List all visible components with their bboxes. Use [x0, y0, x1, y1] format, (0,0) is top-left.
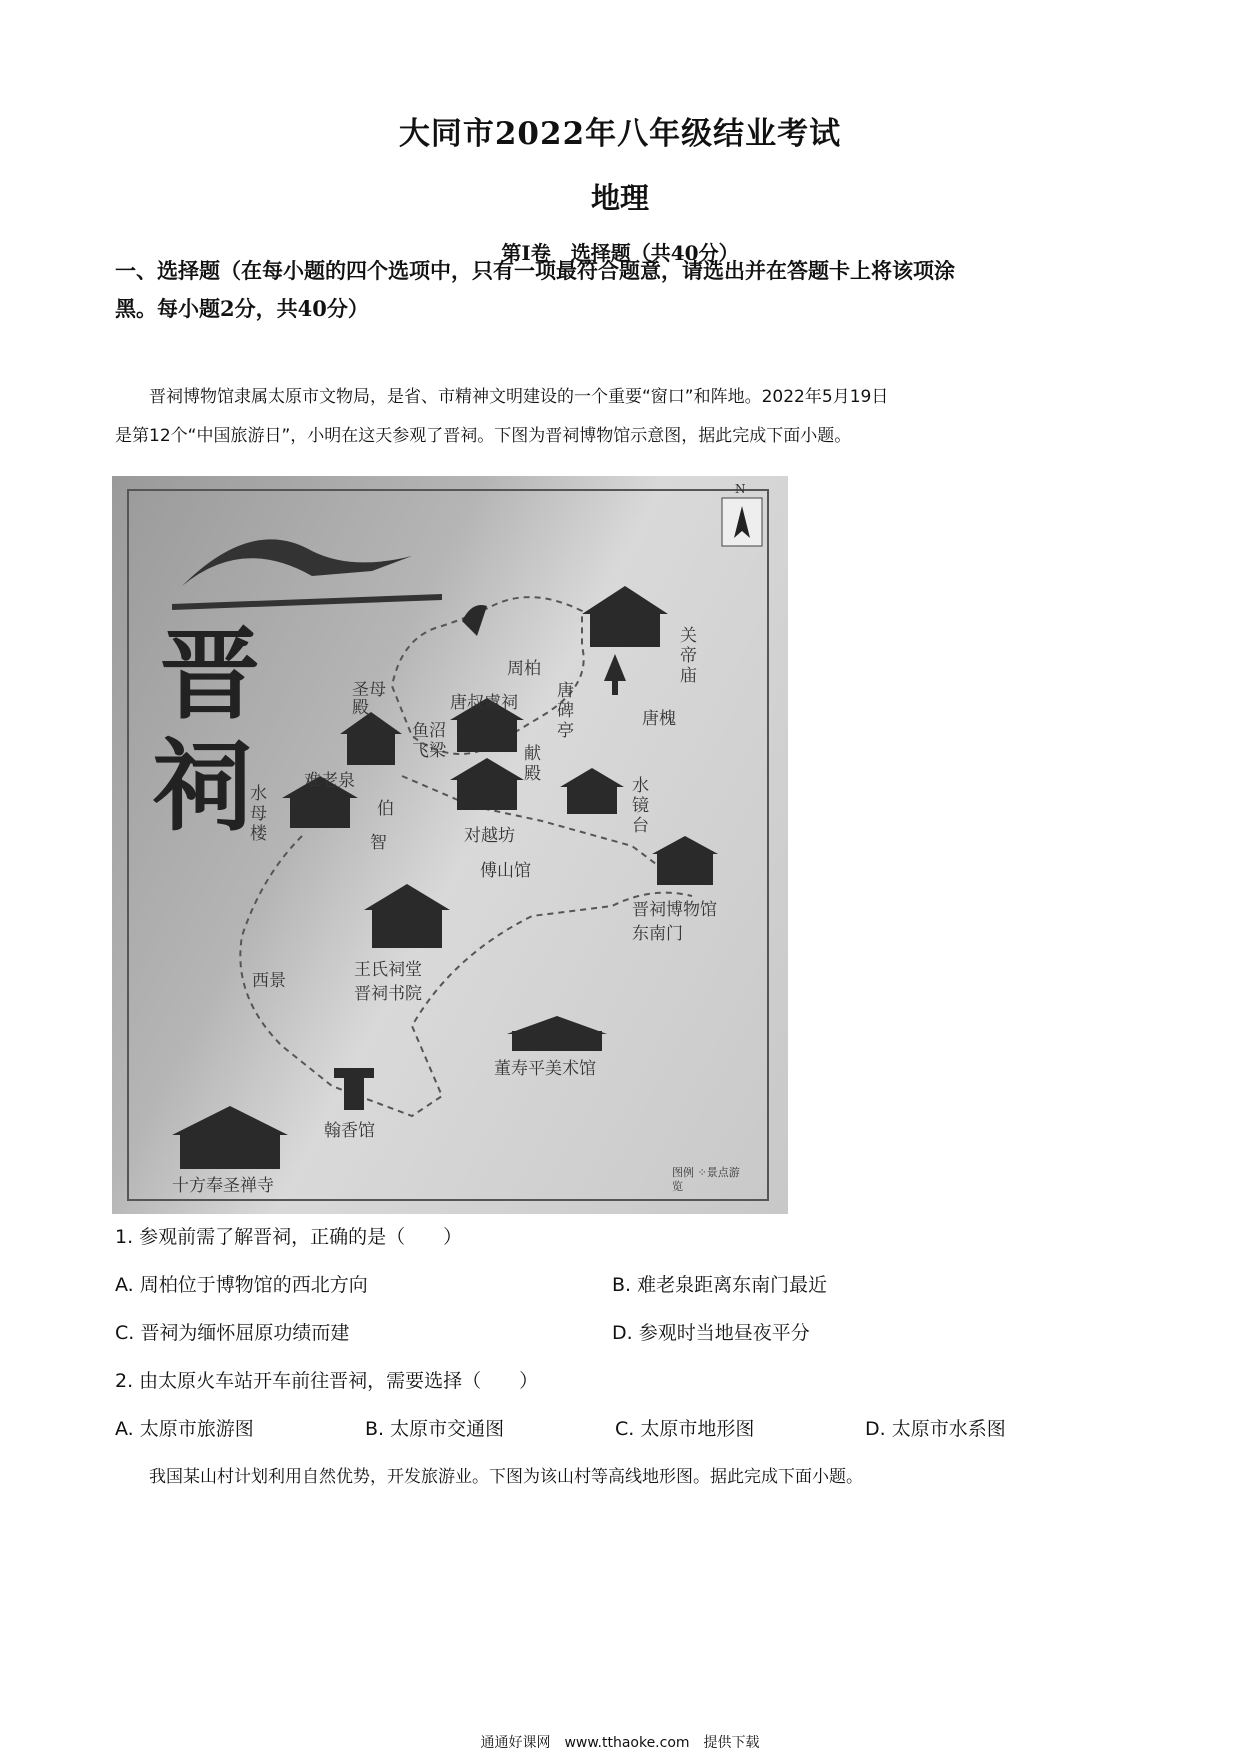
label-huishanguan: 傅山馆 [480, 861, 531, 881]
subject-title: 地理 [590, 181, 649, 215]
question-2-option-c: C. 太原市地形图 [615, 1418, 755, 1440]
label-dongshou: 董寿平美术馆 [494, 1059, 596, 1079]
label-tangshuzhou: 唐叔虞祠 [450, 693, 518, 713]
question-1-option-d: D. 参观时当地昼夜平分 [612, 1322, 810, 1344]
label-xijing: 西景 [252, 971, 286, 991]
label-museum-gate: 晋祠博物馆东南门 [632, 900, 717, 944]
section-heading-line2: 黑。每小题2分，共40分） [115, 296, 369, 321]
next-intro: 我国某山村计划利用自然优势，开发旅游业。下图为该山村等高线地形图。据此完成下面小题。 [149, 1467, 863, 1487]
question-1: 1. 参观前需了解晋祠，正确的是（ ） [115, 1226, 463, 1248]
label-duiyuefang: 对越坊 [464, 826, 515, 846]
label-wangshi: 王氏祠堂 晋祠书院 [354, 960, 422, 1004]
temple-roof-icon [182, 539, 412, 586]
intro-line2: 是第12个“中国旅游日”，小明在这天参观了晋祠。下图为晋祠博物馆示意图，据此完成下面小题。 [115, 426, 852, 446]
label-zhi: 智 [370, 833, 387, 853]
label-yuzhao: 鱼沼飞梁 [412, 721, 446, 761]
calligraphy-ci: 祠 [152, 727, 252, 845]
label-shifang: 十方奉圣禅寺 [172, 1176, 274, 1196]
label-shuijingtai: 水镜台 [632, 776, 649, 836]
label-hanxiang: 翰香馆 [324, 1121, 375, 1141]
question-2-option-d: D. 太原市水系图 [865, 1418, 1006, 1440]
intro-line1: 晋祠博物馆隶属太原市文物局，是省、市精神文明建设的一个重要“窗口”和阵地。2022年5月19日 [149, 387, 889, 407]
label-tanghuai: 唐槐 [642, 709, 676, 729]
label-zhoubai: 周柏 [507, 659, 541, 679]
label-xiandian: 献殿 [524, 744, 541, 784]
label-tangbeiting: 唐碑亭 [557, 681, 574, 741]
question-1-option-a: A. 周柏位于博物馆的西北方向 [115, 1274, 368, 1296]
section-heading-line1: 一、选择题（在每小题的四个选项中，只有一项最符合题意，请选出并在答题卡上将该项涂 [115, 258, 955, 283]
calligraphy-jin: 晋 [160, 615, 260, 733]
question-1-option-b: B. 难老泉距离东南门最近 [612, 1274, 828, 1296]
label-shengmudian: 圣母殿 [352, 680, 386, 718]
question-2-option-a: A. 太原市旅游图 [115, 1418, 254, 1440]
exam-title: 大同市2022年八年级结业考试 [398, 116, 842, 152]
label-bo: 伯 [377, 799, 394, 819]
jinci-map [112, 476, 788, 1214]
question-1-option-c: C. 晋祠为缅怀屈原功绩而建 [115, 1322, 350, 1344]
north-label: N [735, 482, 746, 496]
question-2-option-b: B. 太原市交通图 [365, 1418, 505, 1440]
label-nanlaoquan: 难老泉 [304, 771, 355, 791]
footer-credit: 通通好课网 www.tthaoke.com 提供下载 [480, 1735, 760, 1751]
volume-heading: 第Ⅰ卷 选择题（共40分） [501, 241, 739, 265]
question-2: 2. 由太原火车站开车前往晋祠，需要选择（ ） [115, 1370, 539, 1392]
map-legend: 图例 ⁘景点游览 [672, 1166, 740, 1193]
label-shuimulou: 水母楼 [250, 784, 267, 844]
label-guandimiao: 关帝庙 [680, 626, 697, 686]
